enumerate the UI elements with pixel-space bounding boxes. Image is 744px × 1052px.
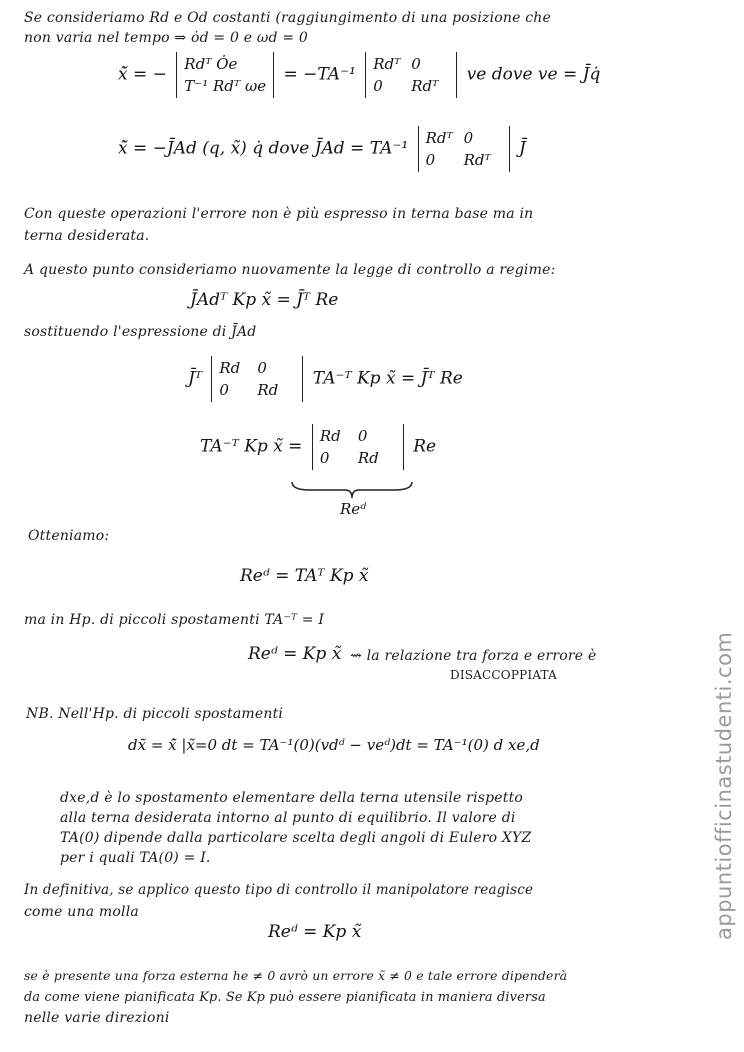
text-line: se è presente una forza esterna he ≠ 0 avrò un errore x̃ ≠ 0 e tale errore dipenderà	[24, 968, 568, 983]
matrix	[176, 52, 274, 98]
matrix-cell: 0	[219, 381, 229, 399]
eq4-lhs: J̄ᵀ	[188, 368, 202, 389]
text-line: ma in Hp. di piccoli spostamenti TA⁻ᵀ = I	[24, 612, 325, 628]
text-line: NB. Nell'Hp. di piccoli spostamenti	[26, 706, 284, 722]
matrix-cell: 0	[411, 55, 421, 73]
text-line: non varia nel tempo ⇒ ȯd = 0 e ωd = 0	[24, 30, 309, 46]
watermark: appuntiofficinastudenti.com	[712, 631, 736, 940]
eq4-rhs: TA⁻ᵀ Kp x̃ = J̄ᵀ Re	[312, 368, 463, 389]
matrix-cell: 0	[257, 359, 267, 377]
underbrace	[290, 480, 415, 502]
matrix	[211, 356, 303, 402]
text-line: dxe,d è lo spostamento elementare della terna utensile rispetto	[60, 790, 524, 806]
eq1-rhs: ve dove ve = J̄q̇	[466, 64, 601, 85]
matrix-cell: Rd	[319, 427, 341, 445]
text-line: nelle varie direzioni	[24, 1010, 170, 1026]
equation-9: Reᵈ = Kp x̃	[268, 922, 362, 942]
eq5-lhs: TA⁻ᵀ Kp x̃ =	[200, 436, 303, 457]
equation-3: J̄Adᵀ Kp x̃ = J̄ᵀ Re	[190, 290, 339, 310]
text-line: Otteniamo:	[28, 528, 110, 544]
matrix-row: T⁻¹ Rdᵀ ωe	[184, 77, 267, 95]
eq5-rhs: Re	[413, 436, 437, 457]
matrix-row: Rdᵀ Ȯe	[184, 55, 238, 73]
eq1-lhs: x̃̇ = −	[118, 64, 167, 85]
eq2-rhs: J̄	[519, 138, 526, 159]
equation-2	[118, 126, 526, 172]
text-line: A questo punto consideriamo nuovamente la legge di controllo a regime:	[24, 262, 556, 278]
matrix-cell: 0	[319, 449, 330, 467]
eq1-mid: = −TA⁻¹	[283, 64, 356, 85]
text-line: In definitiva, se applico questo tipo di controllo il manipolatore reagisce	[24, 882, 534, 898]
text-line: Con queste operazioni l'errore non è più espresso in terna base ma in	[24, 206, 534, 222]
eq2-lhs: x̃̇ = −J̄Ad (q, x̃) q̇ dove J̄Ad = TA⁻¹	[118, 138, 409, 159]
equation-7: Reᵈ = Kp x̃	[248, 644, 342, 664]
matrix	[312, 424, 404, 470]
text-line: terna desiderata.	[24, 228, 150, 244]
matrix-cell: Rd	[257, 381, 279, 399]
text-line: da come viene pianificata Kp. Se Kp può essere pianificata in maniera diversa	[24, 990, 546, 1005]
text-line: per i quali TA(0) = I.	[60, 850, 211, 866]
text-line: ⇝ la relazione tra forza e errore è	[350, 648, 597, 664]
matrix-cell: 0	[425, 151, 436, 169]
equation-6: Reᵈ = TAᵀ Kp x̃	[240, 566, 369, 586]
matrix-cell: Rdᵀ	[463, 151, 491, 169]
equation-5	[200, 424, 436, 470]
text-line: TA(0) dipende dalla particolare scelta degli angoli di Eulero XYZ	[60, 830, 532, 846]
matrix-cell: 0	[373, 77, 383, 95]
matrix-cell: Rd	[219, 359, 241, 377]
matrix-cell: Rdᵀ	[373, 55, 401, 73]
equation-4	[188, 356, 463, 402]
matrix	[418, 126, 510, 172]
text-line: Se consideriamo Rd e Od costanti (raggiungimento di una posizione che	[24, 10, 551, 26]
matrix	[365, 52, 457, 98]
underbrace-label: Reᵈ	[340, 500, 367, 518]
text-line: DISACCOPPIATA	[450, 668, 557, 682]
equation-8: dx̃ = x̃̇ |x̃=0 dt = TA⁻¹(0)(vdᵈ − veᵈ)dt = TA⁻¹(0) d xe,d	[128, 736, 540, 754]
matrix-cell: Rdᵀ	[411, 77, 439, 95]
matrix-cell: 0	[463, 129, 474, 147]
equation-1	[118, 52, 600, 98]
matrix-cell: 0	[357, 427, 368, 445]
matrix-cell: Rd	[357, 449, 379, 467]
text-line: come una molla	[24, 904, 139, 920]
text-line: sostituendo l'espressione di J̄Ad	[24, 324, 257, 340]
text-line: alla terna desiderata intorno al punto di equilibrio. Il valore di	[60, 810, 516, 826]
matrix-cell: Rdᵀ	[425, 129, 453, 147]
